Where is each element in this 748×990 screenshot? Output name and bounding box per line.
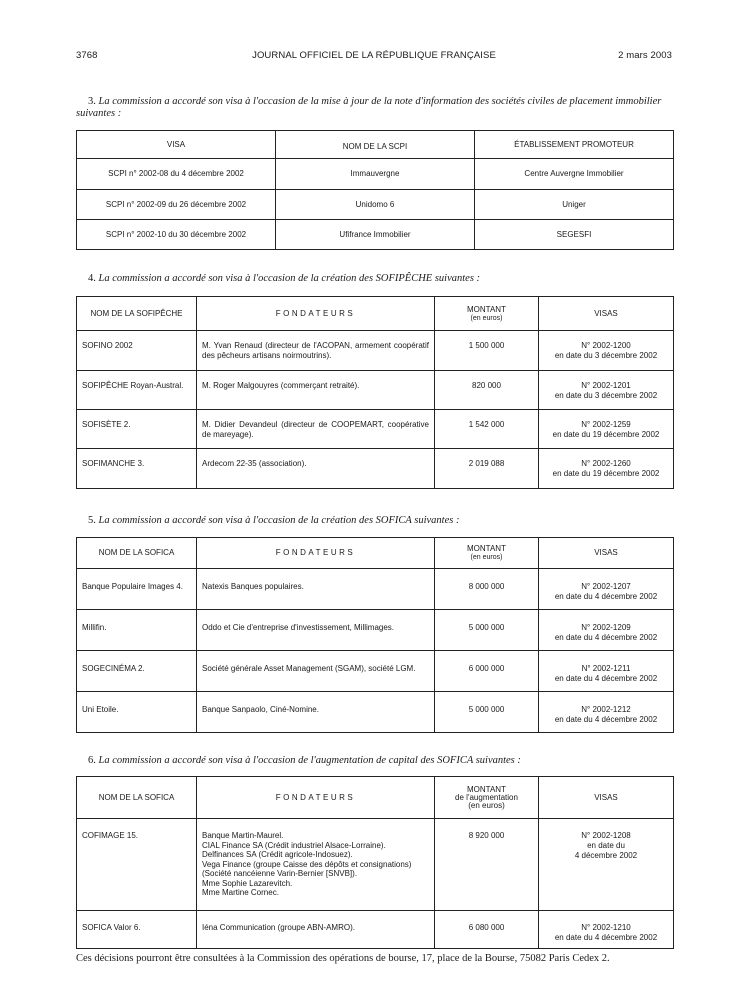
section-6-text: La commission a accordé son visa à l'occasion de l'augmentation de capital des SOFICA suivantes : bbox=[98, 755, 521, 766]
section-4-text: La commission a accordé son visa à l'occasion de la création des SOFIPÊCHE suivantes : bbox=[98, 273, 481, 284]
page-date: 2 mars 2003 bbox=[618, 50, 672, 61]
montant-cell: 6 080 000 bbox=[435, 911, 539, 949]
column-header-visas: VISAS bbox=[539, 777, 674, 819]
column-header-visas: VISAS bbox=[539, 297, 674, 331]
column-header-visas: VISAS bbox=[539, 538, 674, 569]
montant-cell: 2 019 088 bbox=[435, 449, 539, 489]
table-row bbox=[77, 569, 674, 610]
section-3-number: 3. bbox=[88, 96, 96, 107]
section-3-intro bbox=[76, 96, 676, 120]
visa-cell: N° 2002-1209 en date du 4 décembre 2002 bbox=[539, 610, 674, 651]
scpi-name-cell: Immauvergne bbox=[276, 159, 475, 190]
promoteur-cell: Uniger bbox=[475, 190, 674, 220]
fondateurs-cell: Iéna Communication (groupe ABN-AMRO). bbox=[197, 911, 435, 949]
section-5-text: La commission a accordé son visa à l'occasion de la création des SOFICA suivantes : bbox=[98, 515, 460, 526]
scpi-name-cell: Unidomo 6 bbox=[276, 190, 475, 220]
fondateurs-cell: Oddo et Cie d'entreprise d'investissement, Millimages. bbox=[197, 610, 435, 651]
sofica-augmentation-table bbox=[76, 776, 674, 949]
visa-cell: SCPI n° 2002-09 du 26 décembre 2002 bbox=[77, 190, 276, 220]
sofica-name-cell: Banque Populaire Images 4. bbox=[77, 569, 197, 610]
sofica-name-cell: COFIMAGE 15. bbox=[77, 819, 197, 911]
visa-cell: N° 2002-1260 en date du 19 décembre 2002 bbox=[539, 449, 674, 489]
sofica-name-cell: Uni Etoile. bbox=[77, 692, 197, 733]
column-header-fondateurs: FONDATEURS bbox=[197, 777, 435, 819]
sofica-name-cell: Millifin. bbox=[77, 610, 197, 651]
table-row bbox=[77, 190, 674, 220]
column-header-promoteur: ÉTABLISSEMENT PROMOTEUR bbox=[475, 131, 674, 159]
fondateurs-cell: M. Yvan Renaud (directeur de l'ACOPAN, armement coopératif des pêcheurs artisans noirmoutrins). bbox=[197, 331, 435, 371]
montant-cell: 6 000 000 bbox=[435, 651, 539, 692]
journal-title: JOURNAL OFFICIEL DE LA RÉPUBLIQUE FRANÇAISE bbox=[252, 50, 496, 61]
montant-cell: 5 000 000 bbox=[435, 692, 539, 733]
montant-cell: 1 500 000 bbox=[435, 331, 539, 371]
table-row bbox=[77, 371, 674, 410]
column-header-montant-augmentation: MONTANT de l'augmentation (en euros) bbox=[435, 777, 539, 819]
fondateurs-cell: Banque Martin-Maurel. CIAL Finance SA (Crédit industriel Alsace-Lorraine). Delfinances SA (Crédit agricole-Indosuez). Vega Finance (groupe Caisse des dépôts et consignations) (Société nancéienne Varin-Bernier [SNVB]). Mme Sophie Lazarevitch. Mme Martine Cornec. bbox=[197, 819, 435, 911]
column-header-visa: VISA bbox=[77, 131, 276, 159]
column-header-montant bbox=[435, 538, 539, 569]
montant-cell: 5 000 000 bbox=[435, 610, 539, 651]
scpi-name-cell: Ufifrance Immobilier bbox=[276, 220, 475, 250]
montant-label: MONTANT bbox=[467, 544, 506, 553]
page-number: 3768 bbox=[76, 50, 98, 61]
section-5-number: 5. bbox=[88, 515, 96, 526]
fondateurs-cell: Banque Sanpaolo, Ciné-Nomine. bbox=[197, 692, 435, 733]
sofipeche-name-cell: SOFIMANCHE 3. bbox=[77, 449, 197, 489]
table-row bbox=[77, 692, 674, 733]
section-5-intro bbox=[76, 515, 676, 527]
visa-cell: N° 2002-1207 en date du 4 décembre 2002 bbox=[539, 569, 674, 610]
sofica-name-cell: SOFICA Valor 6. bbox=[77, 911, 197, 949]
promoteur-cell: Centre Auvergne Immobilier bbox=[475, 159, 674, 190]
section-6-number: 6. bbox=[88, 755, 96, 766]
table-row bbox=[77, 819, 674, 911]
visa-cell: SCPI n° 2002-08 du 4 décembre 2002 bbox=[77, 159, 276, 190]
section-3-text: La commission a accordé son visa à l'occasion de la mise à jour de la note d'information des sociétés civiles de placement immobilier suivantes : bbox=[76, 96, 662, 119]
table-row bbox=[77, 449, 674, 489]
table-row bbox=[77, 911, 674, 949]
visa-cell: SCPI n° 2002-10 du 30 décembre 2002 bbox=[77, 220, 276, 250]
consultation-note: Ces décisions pourront être consultées à la Commission des opérations de bourse, 17, place de la Bourse, 75082 Paris Cedex 2. bbox=[76, 953, 610, 964]
visa-cell: N° 2002-1208 en date du 4 décembre 2002 bbox=[539, 819, 674, 911]
visa-cell: N° 2002-1200 en date du 3 décembre 2002 bbox=[539, 331, 674, 371]
column-header-nom-sofipeche: NOM DE LA SOFIPÊCHE bbox=[77, 297, 197, 331]
montant-cell: 820 000 bbox=[435, 371, 539, 410]
section-6-intro bbox=[76, 755, 676, 767]
fondateurs-cell: Ardecom 22-35 (association). bbox=[197, 449, 435, 489]
table-row bbox=[77, 220, 674, 250]
montant-label: MONTANT bbox=[467, 304, 506, 314]
section-4-number: 4. bbox=[88, 273, 96, 284]
fondateurs-cell: M. Roger Malgouyres (commerçant retraité). bbox=[197, 371, 435, 410]
fondateurs-cell: Société générale Asset Management (SGAM), société LGM. bbox=[197, 651, 435, 692]
montant-cell: 8 920 000 bbox=[435, 819, 539, 911]
column-header-fondateurs: FONDATEURS bbox=[197, 538, 435, 569]
fondateurs-cell: Natexis Banques populaires. bbox=[197, 569, 435, 610]
table-row bbox=[77, 331, 674, 371]
montant-unit: (en euros) bbox=[470, 314, 503, 322]
table-row bbox=[77, 159, 674, 190]
sofipeche-table bbox=[76, 296, 674, 489]
visa-cell: N° 2002-1201 en date du 3 décembre 2002 bbox=[539, 371, 674, 410]
table-row bbox=[77, 610, 674, 651]
promoteur-cell: SEGESFI bbox=[475, 220, 674, 250]
column-header-nom-sofica: NOM DE LA SOFICA bbox=[77, 777, 197, 819]
visa-cell: N° 2002-1211 en date du 4 décembre 2002 bbox=[539, 651, 674, 692]
sofica-creation-table bbox=[76, 537, 674, 733]
scpi-table bbox=[76, 130, 674, 250]
section-4-intro bbox=[76, 273, 676, 285]
column-header-nom-sofica: NOM DE LA SOFICA bbox=[77, 538, 197, 569]
sofipeche-name-cell: SOFIPÊCHE Royan-Austral. bbox=[77, 371, 197, 410]
fondateurs-cell: M. Didier Devandeul (directeur de COOPEMART, coopérative de mareyage). bbox=[197, 410, 435, 449]
column-header-fondateurs: FONDATEURS bbox=[197, 297, 435, 331]
montant-cell: 1 542 000 bbox=[435, 410, 539, 449]
sofipeche-name-cell: SOFISÈTE 2. bbox=[77, 410, 197, 449]
table-row bbox=[77, 651, 674, 692]
sofica-name-cell: SOGECINÉMA 2. bbox=[77, 651, 197, 692]
montant-unit: (en euros) bbox=[470, 554, 503, 561]
visa-cell: N° 2002-1210 en date du 4 décembre 2002 bbox=[539, 911, 674, 949]
visa-cell: N° 2002-1212 en date du 4 décembre 2002 bbox=[539, 692, 674, 733]
montant-cell: 8 000 000 bbox=[435, 569, 539, 610]
table-row bbox=[77, 410, 674, 449]
column-header-nom-scpi: NOM DE LA SCPI bbox=[276, 131, 475, 159]
sofipeche-name-cell: SOFINO 2002 bbox=[77, 331, 197, 371]
column-header-montant bbox=[435, 297, 539, 331]
visa-cell: N° 2002-1259 en date du 19 décembre 2002 bbox=[539, 410, 674, 449]
